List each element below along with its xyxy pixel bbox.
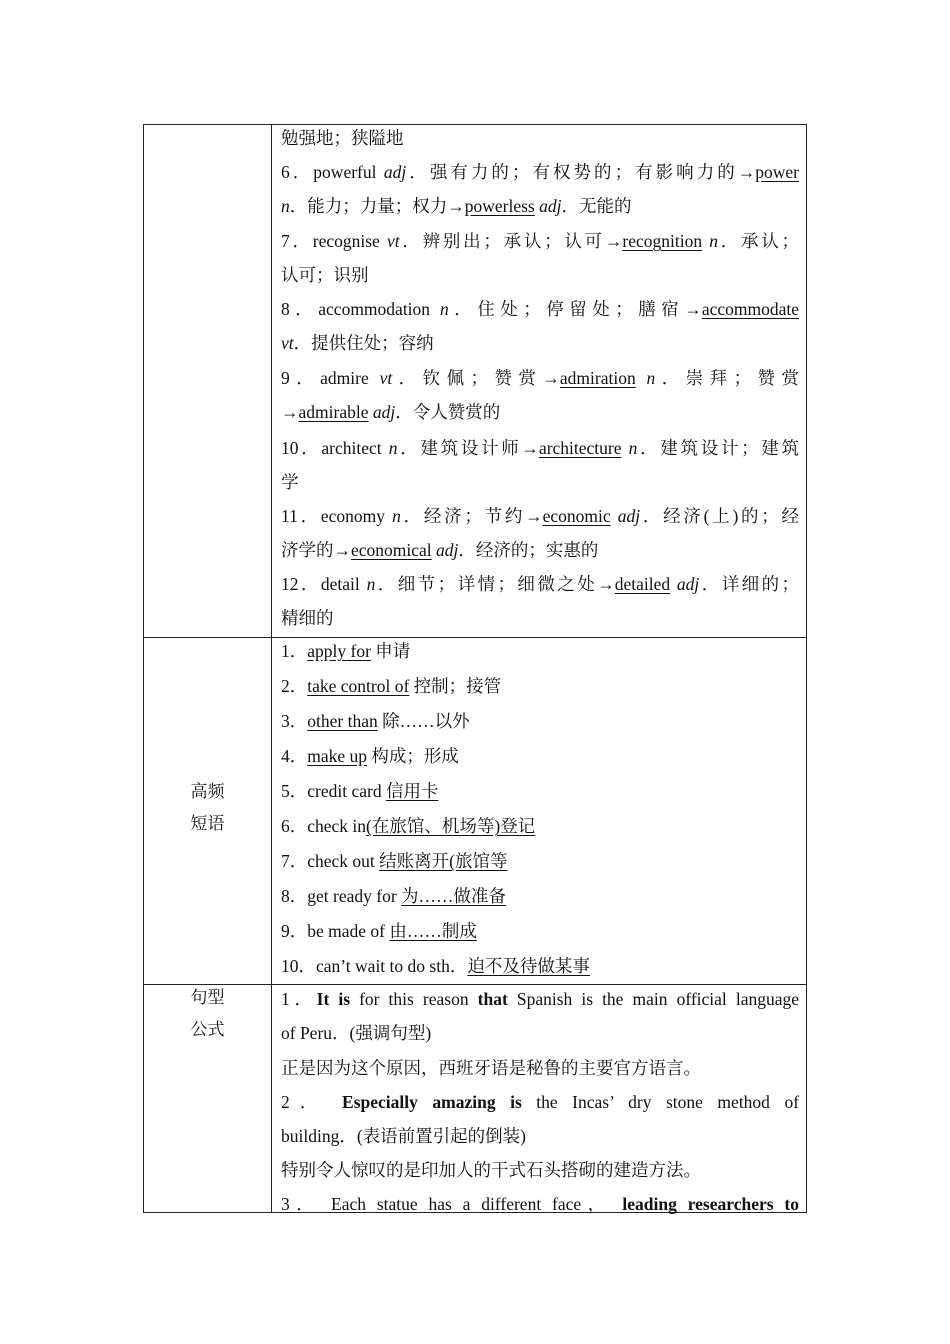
sentence-line-text: 3． Each statue has a different face， xyxy=(281,1194,623,1214)
sentence-line-text: leading researchers to xyxy=(622,1194,799,1214)
phrase-line-text: take control of xyxy=(307,676,410,696)
vocab-line-text: vt xyxy=(379,368,393,388)
phrase-line-text: 除……以外 xyxy=(377,711,470,731)
vocab-line-text xyxy=(636,368,647,388)
phrase-line xyxy=(281,780,799,802)
phrase-line-text: 7．check out xyxy=(281,851,380,871)
vocab-line xyxy=(281,539,799,561)
sentence-line xyxy=(281,1193,799,1215)
phrase-line-text: 为……做准备 xyxy=(401,886,507,906)
phrase-line xyxy=(281,850,799,872)
phrase-line xyxy=(281,640,799,662)
vocab-line-text: vt xyxy=(281,333,294,353)
phrase-line xyxy=(281,920,799,942)
phrase-line-text: 由……制成 xyxy=(389,921,477,941)
vocab-line-text: economic xyxy=(542,506,611,526)
sentence-line-text: of Peru．(强调句型) xyxy=(281,1023,432,1043)
vocab-line-text: n xyxy=(709,231,718,251)
vocab-line-text: ．细节；详情；细微之处→ xyxy=(375,574,615,594)
sentence-line-text: the Incas’ dry stone method of xyxy=(521,1092,800,1112)
vocab-line-text: → xyxy=(281,402,299,422)
vocab-line-text: 11．economy xyxy=(281,506,393,526)
sentence-line-text: building．(表语前置引起的倒装) xyxy=(281,1126,526,1146)
vocab-line-text: power xyxy=(755,162,799,182)
phrase-line-text: 5．credit card xyxy=(281,781,386,801)
vocab-line-text: detailed xyxy=(614,574,671,594)
vocab-line-text: ．承认； xyxy=(718,231,800,251)
vocab-line-text: n xyxy=(646,368,656,388)
sentence-line xyxy=(281,988,799,1010)
sentence-line-text: for this reason xyxy=(350,989,478,1009)
row-divider xyxy=(144,637,806,638)
phrase-line-text: other than xyxy=(307,711,378,731)
phrase-line-text: 3． xyxy=(281,711,308,731)
phrase-line xyxy=(281,710,799,732)
vocab-line-text: recognition xyxy=(622,231,703,251)
sentence-line-text: 1． xyxy=(281,989,317,1009)
phrase-line-text: 4． xyxy=(281,746,308,766)
vocab-line-text: 12．detail xyxy=(281,574,367,594)
sentence-line-text: Spanish is the main official language xyxy=(507,989,800,1009)
vocab-line-text: adj xyxy=(436,540,459,560)
vocab-line xyxy=(281,195,799,217)
phrase-line-text: 构成；形成 xyxy=(367,746,459,766)
vocab-line-text: admiration xyxy=(559,368,636,388)
vocab-line-text: 精细的 xyxy=(281,608,334,628)
vocab-line-text: ．住处；停留处；膳宿→ xyxy=(448,299,702,319)
vocab-line-text: economical xyxy=(351,540,432,560)
vocab-line-text: adj xyxy=(676,574,700,594)
phrase-line-text: 控制；接管 xyxy=(409,676,502,696)
vocab-line xyxy=(281,401,799,423)
phrase-line-text: 申请 xyxy=(370,641,411,661)
vocab-line xyxy=(281,573,799,595)
vocab-line-text: adj xyxy=(383,162,407,182)
vocab-line-text: ．无能的 xyxy=(561,196,632,216)
phrase-line xyxy=(281,885,799,907)
vocab-line-text xyxy=(611,506,618,526)
phrase-line-text: 迫不及待做某事 xyxy=(467,956,590,976)
vocab-line-text: ．经济；节约→ xyxy=(400,506,543,526)
vocab-line-text: n xyxy=(281,196,290,216)
vocab-line-text: adj xyxy=(539,196,562,216)
vocab-line-text: 9．admire xyxy=(281,368,380,388)
vocab-line-text: accommodate xyxy=(701,299,799,319)
vocab-line-text: 济学的→ xyxy=(281,540,351,560)
phrase-line-text: 信用卡 xyxy=(385,781,439,801)
phrase-line-text: (在旅馆、机场等)登记 xyxy=(366,816,536,836)
vocab-line-text: ．令人赞赏的 xyxy=(395,402,501,422)
vocab-line xyxy=(281,264,799,286)
phrase-line xyxy=(281,955,799,977)
column-divider xyxy=(271,125,272,1212)
vocab-line-text: adj xyxy=(372,402,396,422)
vocab-line-text: n xyxy=(366,574,376,594)
vocab-line-text: ．辨别出；承认；认可→ xyxy=(399,231,623,251)
vocab-line xyxy=(281,367,799,389)
vocab-line-text: ．强有力的；有权势的；有影响力的→ xyxy=(406,162,756,182)
vocab-line-text: 学 xyxy=(281,472,299,492)
vocab-line-text: vt xyxy=(386,231,400,251)
vocab-line-text: ．详细的； xyxy=(699,574,800,594)
phrase-line-text: 1． xyxy=(281,641,308,661)
vocab-line-text: admirable xyxy=(298,402,369,422)
vocab-line-text xyxy=(670,574,677,594)
phrases-section-label: 高频 短语 xyxy=(190,782,225,834)
vocab-line-text: powerless xyxy=(464,196,535,216)
sentence-line-text: 正是因为这个原因，西班牙语是秘鲁的主要官方语言。 xyxy=(281,1058,701,1078)
phrase-line-text: 8．get ready for xyxy=(281,886,402,906)
vocab-line-text: n xyxy=(392,506,401,526)
vocab-line-text: ．能力；力量；权力→ xyxy=(289,196,465,216)
phrase-line xyxy=(281,745,799,767)
sentence-line-text: It is xyxy=(316,989,351,1009)
vocab-line-text: 认可；识别 xyxy=(281,265,369,285)
phrase-line-text: 10．can’t wait to do sth． xyxy=(281,956,468,976)
sentence-line-text: 特别令人惊叹的是印加人的干式石头搭砌的建造方法。 xyxy=(281,1160,701,1180)
sentence-line xyxy=(281,1091,799,1113)
vocab-line-text: 10．architect xyxy=(281,438,389,458)
vocab-line-text: ．崇拜；赞赏 xyxy=(655,368,799,388)
vocab-line xyxy=(281,230,799,252)
sentence-line xyxy=(281,1057,799,1079)
vocab-line-text: ．建筑设计师→ xyxy=(397,438,539,458)
phrase-line-text: 结账离开(旅馆等 xyxy=(379,851,508,871)
vocab-line-text: n xyxy=(388,438,398,458)
vocab-line xyxy=(281,298,799,320)
vocab-line xyxy=(281,471,799,493)
vocab-line-text: ．提供住处；容纳 xyxy=(293,333,434,353)
vocab-line xyxy=(281,607,799,629)
phrase-line xyxy=(281,815,799,837)
vocab-line-text: 6．powerful xyxy=(281,162,384,182)
vocab-line-text: 8．accommodation xyxy=(281,299,440,319)
vocab-line-text: ．钦佩；赞赏→ xyxy=(392,368,560,388)
vocab-line-text: architecture xyxy=(538,438,622,458)
sentence-line-text: 2． xyxy=(281,1092,343,1112)
phrase-line-text: apply for xyxy=(307,641,371,661)
sentence-line xyxy=(281,1022,799,1044)
vocab-line xyxy=(281,127,799,149)
sentence-line xyxy=(281,1159,799,1181)
vocab-line-text: n xyxy=(628,438,638,458)
phrase-line-text: 6．check in xyxy=(281,816,367,836)
phrase-line-text: 9．be made of xyxy=(281,921,390,941)
vocab-line xyxy=(281,505,799,527)
phrase-line xyxy=(281,675,799,697)
sentence-line-text: Especially amazing is xyxy=(342,1092,522,1112)
vocab-line-text: 7．recognise xyxy=(281,231,387,251)
vocab-line-text: ．经济(上)的；经 xyxy=(640,506,800,526)
vocab-line-text: 勉强地；狭隘地 xyxy=(281,128,404,148)
vocab-line-text: ．建筑设计；建筑 xyxy=(637,438,800,458)
vocab-line-text: ．经济的；实惠的 xyxy=(458,540,599,560)
vocab-line-text: n xyxy=(439,299,449,319)
vocab-line-text xyxy=(622,438,629,458)
phrase-line-text: make up xyxy=(307,746,368,766)
phrase-line-text: 2． xyxy=(281,676,308,696)
sentence-line-text: that xyxy=(477,989,508,1009)
vocab-line-text: adj xyxy=(617,506,641,526)
vocabulary-table xyxy=(143,124,807,1213)
vocab-line xyxy=(281,161,799,183)
sentences-section-label: 句型 公式 xyxy=(190,988,225,1040)
sentence-line xyxy=(281,1125,799,1147)
vocab-line xyxy=(281,437,799,459)
vocab-line xyxy=(281,332,799,354)
